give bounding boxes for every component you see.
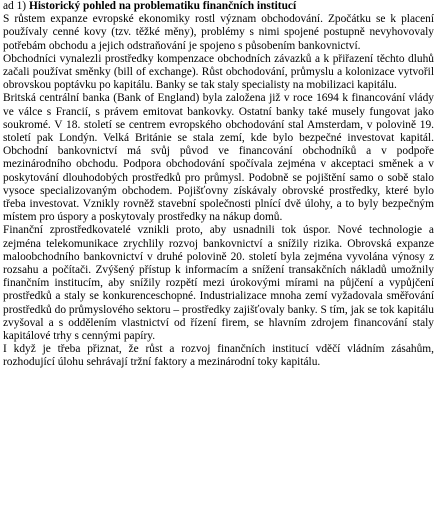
- paragraph-3: Britská centrální banka (Bank of England) byla založena již v roce 1694 k financování vlády ve válce s Francií, s právem emitovat bankovky. Ostatní banky také musely fungovat jako soukromé. V 18. století se centrem evropského obchodování stal Amsterdam, v polovině 19. století pak Londýn. Velká Británie se stala zemí, kde bylo bezpečné investovat kapitál. Obchodní bankovnictví má svůj původ ve financování obchodníků a v podpoře mezinárodního obchodu. Podpora obchodování spočívala zejména v akceptaci směnek a v poskytování dlouhodobých prostředků pro průmysl. Podobně se pojištění samo o sobě stalo vysoce specializovaným obchodem. Pojišťovny získávaly obrovské prostředky, které bylo třeba investovat. Vznikly rovněž stavební společnosti plnící dvě úlohy, a to byly bezpečným místem pro úspory a poskytovaly prostředky na nákup domů.: [3, 92, 434, 224]
- paragraph-4: Finanční zprostředkovatelé vznikli proto, aby usnadnili tok úspor. Nové technologie a zejména telekomunikace zrychlily rozvoj bankovnictví a snížily rizika. Obrovská expanze maloobchodního bankovnictví v druhé polovině 20. století byla zejména vyvolána výnosy z rozsahu a počítači. Zvýšený přístup k informacím a snížení transakčních nákladů umožnily finančním institucím, aby snížily rozpětí mezi úrokovými mírami na půjčení a vypůjčení prostředků a staly se konkurenceschopné. Industrializace mnoha zemí vyžadovala směřování prostředků do průmyslového sektoru – prostředky zajišťovaly banky. S tím, jak se tok kapitálu zvyšoval a s oddělením vlastnictví od řízení firem, se hlavním zdrojem financování staly kapitálové trhy s cennými papíry.: [3, 224, 434, 343]
- document-page: [3, 0, 434, 370]
- paragraph-2: Obchodníci vynalezli prostředky kompenzace obchodních závazků a k přiřazení těchto dluhů začali používat směnky (bill of exchange). Růst obchodování, průmyslu a kolonizace vytvořil obrovskou poptávku po kapitálu. Banky se tak staly specialisty na mobilizaci kapitálu.: [3, 52, 434, 92]
- section-title: Historický pohled na problematiku finančních institucí: [28, 0, 297, 12]
- paragraph-1: S růstem expanze evropské ekonomiky rostl význam obchodování. Zpočátku se k placení používaly cenné kovy (tzv. těžké měny), problémy s nimi spojené postupně nevyhovovaly potřebám obchodu a jejich odstraňování je spojeno s působením bankovnictví.: [3, 13, 434, 52]
- paragraph-5: I když je třeba přiznat, že růst a rozvoj finančních institucí vděčí vládním zásahům, rozhodující úlohu sehrávají tržní faktory a mezinárodní toky kapitálu.: [3, 343, 434, 369]
- section-heading: [3, 0, 434, 13]
- section-number: ad 1): [3, 0, 27, 12]
